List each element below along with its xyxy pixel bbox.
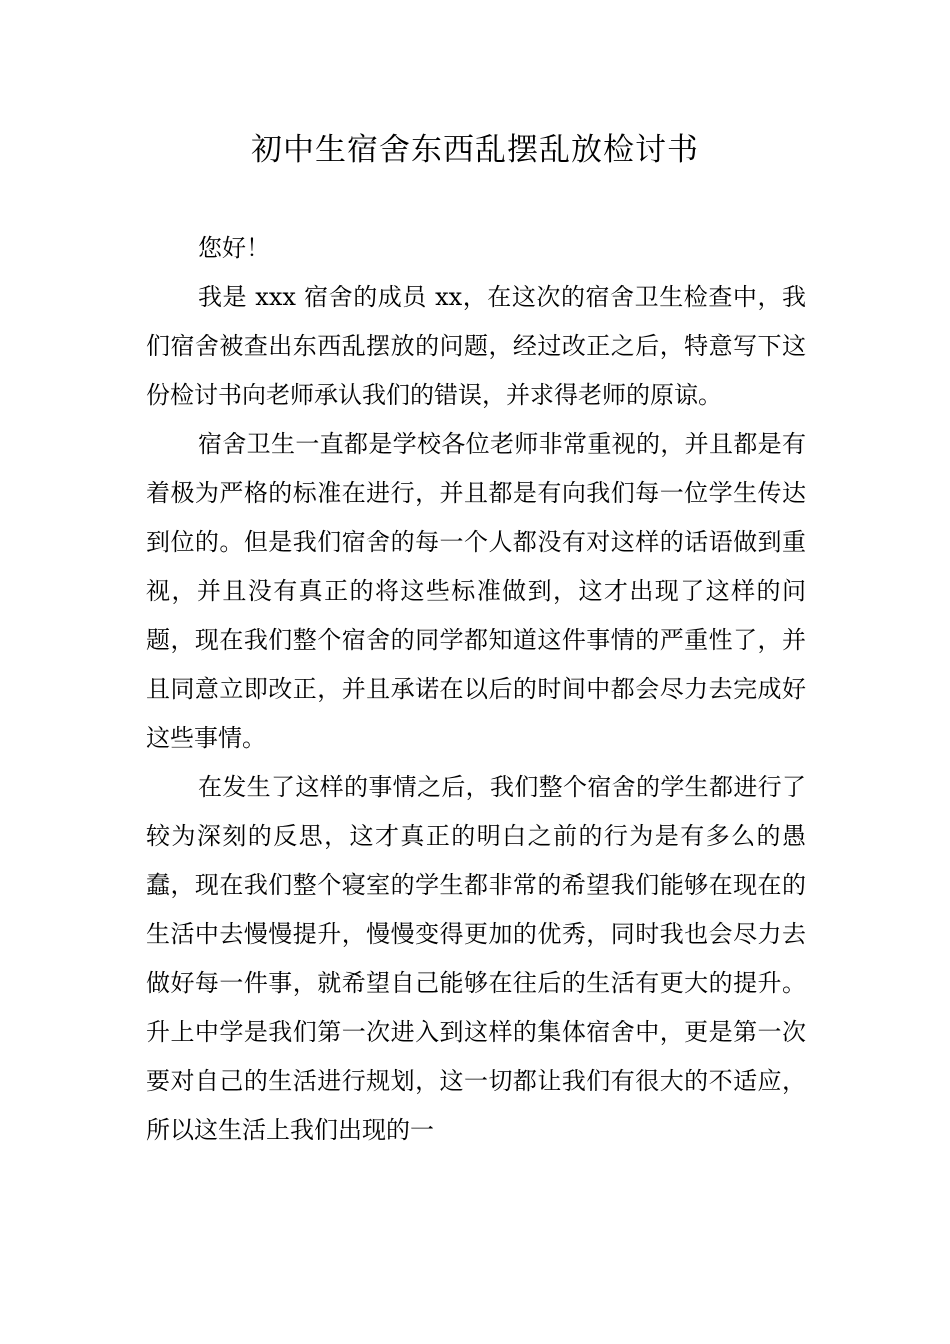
- paragraph-2: 宿舍卫生一直都是学校各位老师非常重视的，并且都是有着极为严格的标准在进行，并且都是有向我们每一位学生传达到位的。但是我们宿舍的每一个人都没有对这样的话语做到重视，并且没有真正的将这些标准做到，这才出现了这样的问题，现在我们整个宿舍的同学都知道这件事情的严重性了，并且同意立即改正，并且承诺在以后的时间中都会尽力去完成好这些事情。: [146, 430, 806, 752]
- document-title: 初中生宿舍东西乱摆乱放检讨书: [251, 132, 699, 168]
- paragraph-3: 在发生了这样的事情之后，我们整个宿舍的学生都进行了较为深刻的反思，这才真正的明白之前的行为是有多么的愚蠢，现在我们整个寝室的学生都非常的希望我们能够在现在的生活中去慢慢提升，慢慢变得更加的优秀，同时我也会尽力去做好每一件事，就希望自己能够在往后的生活有更大的提升。升上中学是我们第一次进入到这样的集体宿舍中，更是第一次要对自己的生活进行规划，这一切都让我们有很大的不适应，所以这生活上我们出现的一: [146, 773, 806, 1144]
- document-body: [146, 224, 806, 1155]
- paragraph-1: 我是 xxx 宿舍的成员 xx，在这次的宿舍卫生检查中，我们宿舍被查出东西乱摆放的问题，经过改正之后，特意写下这份检讨书向老师承认我们的错误，并求得老师的原谅。: [146, 283, 806, 409]
- greeting: 您好！: [198, 234, 270, 262]
